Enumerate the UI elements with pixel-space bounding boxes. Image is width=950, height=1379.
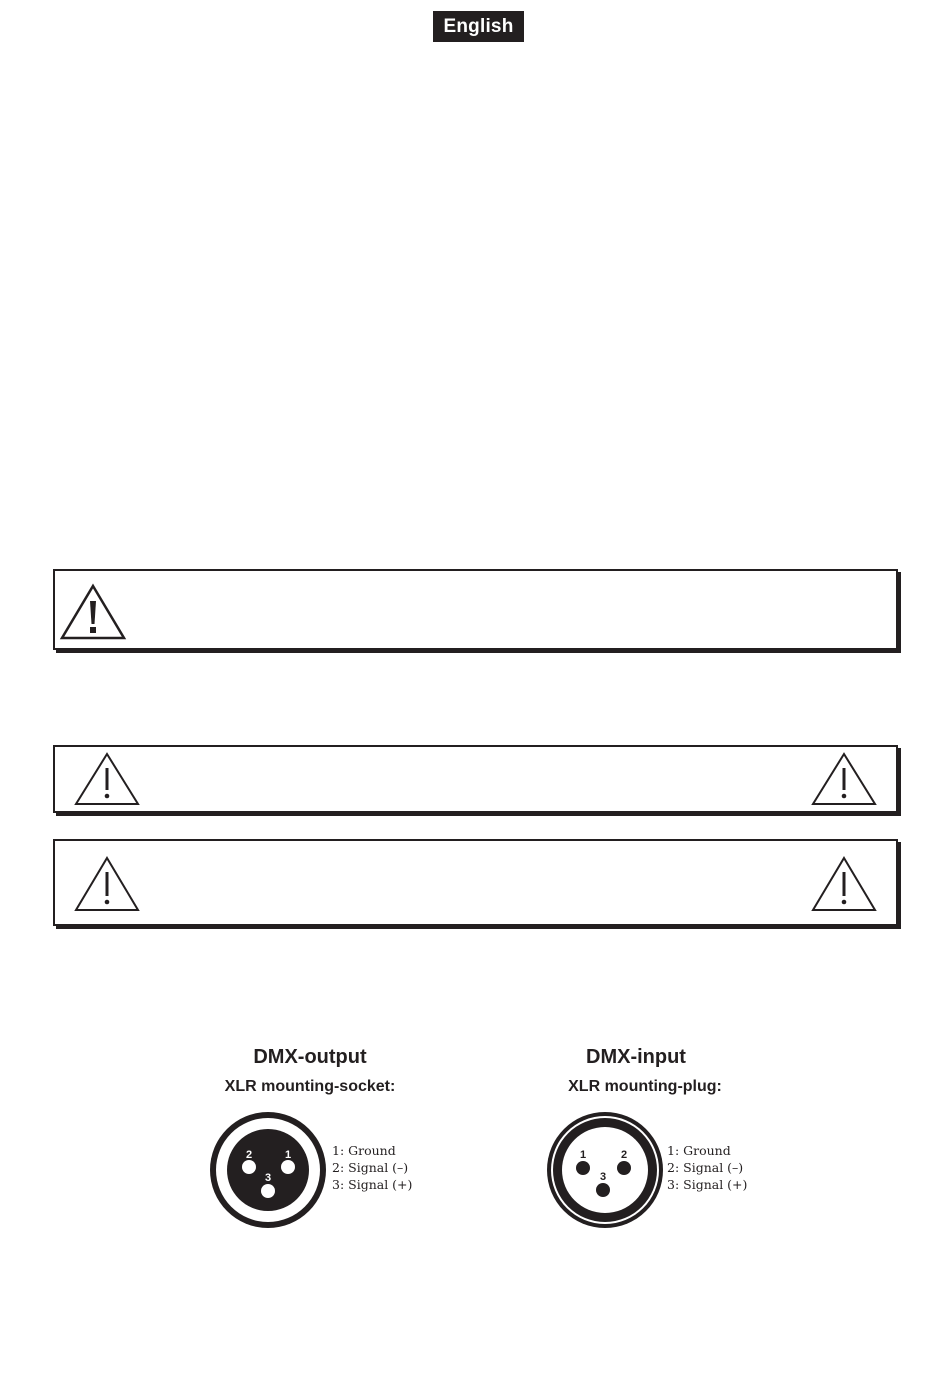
language-badge: English [433,11,524,42]
dmx-input-pin-legend [667,1142,747,1193]
plug-pin-1-label: 1 [579,1149,587,1161]
xlr-plug-icon [545,1110,665,1230]
pin-legend-item: 2: Signal (–) [667,1160,744,1175]
warning-triangle-icon [73,751,141,807]
warning-box-1 [53,569,898,650]
pin-legend-item: 1: Ground [667,1143,731,1158]
warning-triangle-icon [59,583,127,641]
dmx-input-title: DMX-input [586,1046,686,1068]
warning-triangle-icon [73,855,141,913]
socket-pin-2-label: 2 [245,1149,253,1161]
dmx-input-subtitle: XLR mounting-plug: [568,1078,722,1095]
pin-legend-item: 3: Signal (+) [332,1177,413,1192]
plug-pin-2-label: 2 [620,1149,628,1161]
warning-triangle-icon [810,855,878,913]
plug-pin-3-label: 3 [599,1171,607,1183]
socket-pin-3-label: 3 [264,1172,272,1184]
dmx-output-title: DMX-output [253,1046,367,1068]
socket-pin-1-label: 1 [284,1149,292,1161]
warning-triangle-icon [810,751,878,807]
dmx-output-subtitle: XLR mounting-socket: [224,1078,396,1095]
warning-box-3 [53,839,898,926]
pin-legend-item: 2: Signal (–) [332,1160,409,1175]
warning-box-2 [53,745,898,813]
dmx-output-pin-legend [332,1142,412,1193]
pin-legend-item: 3: Signal (+) [667,1177,748,1192]
xlr-socket-icon [208,1110,328,1230]
pin-legend-item: 1: Ground [332,1143,396,1158]
